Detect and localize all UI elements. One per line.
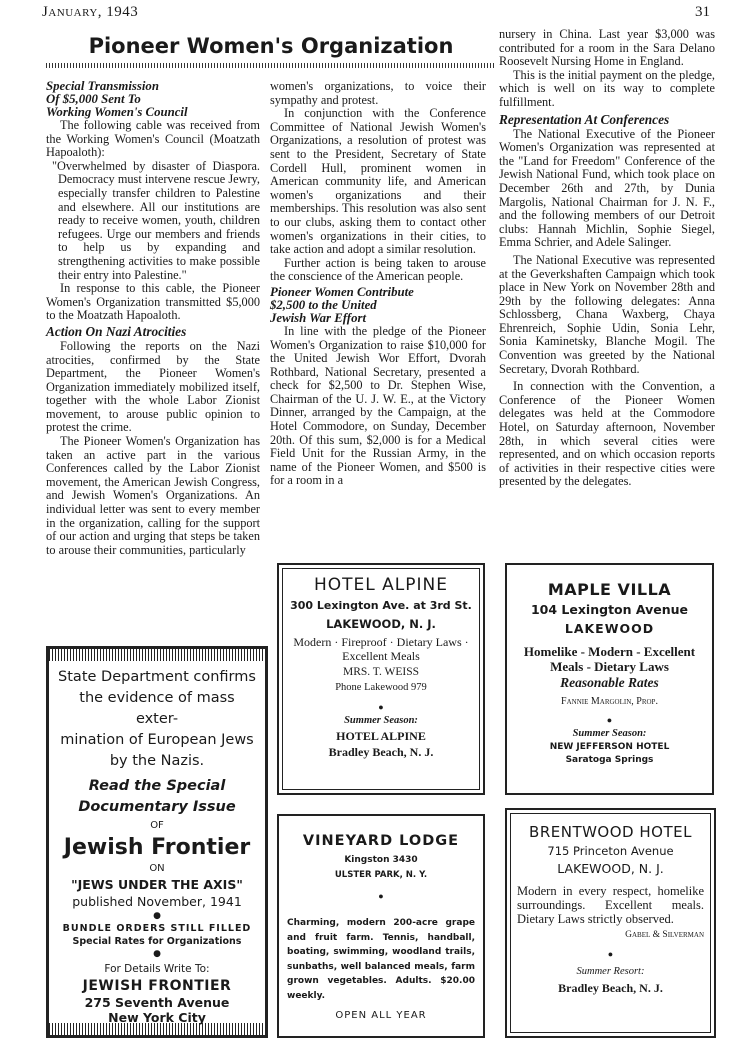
bullet-icon: ● [153,949,161,959]
paragraph: The National Executive was represented at the Geverkshaften Campaign which took place in New York on November 28th and 29th by the following delegates: Anna Schlossberg, Chana Waxberg, Chaya Ehrenreich, Sophie Udin, Sonia Lehr, Sonia Kaminetsky, Blanche Mogil. The Convention was greeted by the National Secretary, Dvorah Rothbard. [499,252,715,376]
paragraph: In conjunction with the Conference Committee of National Jewish Women's Organizations, a resolution of protest was sent to the President, Secretary of State Cordell Hull, prominent women in American community life, and American women's organizations and their memberships. This resolution was also sent to our clubs, asking them to contact other women's organizations in their cities, to take action and adopt a similar resolution. [270,106,486,257]
top-stripe [49,649,265,661]
paragraph: The following cable was received from the Working Women's Council (Moatzath Hapoaloth): [46,118,260,160]
page-number: 31 [695,4,710,20]
ad-owner: Gabel & Silverman [625,930,704,940]
ad-summer-city: Bradley Beach, N. J. [558,981,663,995]
ad-rates: Reasonable Rates [560,675,659,690]
ad-hotel-name: HOTEL ALPINE [314,575,448,595]
ad-special-rates: Special Rates for Organizations [72,936,242,947]
ad-hotel-name: MAPLE VILLA [547,580,672,599]
ad-open: OPEN ALL YEAR [335,1010,427,1021]
ad-description: Modern · Fireproof · Dietary Laws · Excellent Meals [293,635,469,663]
paragraph: Further action is being taken to arouse the conscience of the American people. [270,255,486,284]
ad-publisher-address: 275 Seventh Avenue [84,995,230,1010]
paragraph: This is the initial payment on the pledge, which is well on its way to complete fulfillment. [499,67,715,109]
paragraph: nursery in China. Last year $3,000 was contributed for a room in the Sara Delano Roosevelt Nursing Home in England. [499,27,715,69]
ad-summer-city: Bradley Beach, N. J. [328,745,434,759]
ad-city: LAKEWOOD, N. J. [326,617,436,631]
subhead-contribute-2: $2,500 to the United [270,297,377,312]
ad-season-label: Summer Resort: [576,966,645,977]
ad-of: OF [150,820,164,831]
jewish-frontier-ad [46,646,268,1038]
paragraph: The National Executive of the Pioneer Women's Organization was represented at the "Land for Freedom" Conference of the Jewish National Fund, which took place on December 26th and 27th, by Dunia Margolis, National Chairman for J. N. F., and the following members of our Detroit clubs: Hannah Michlin, Sophie Siegel, Emma Schrier, and Adele Salinger. [499,126,715,250]
ad-summer-hotel: HOTEL ALPINE [336,729,426,743]
column-3 [499,28,715,489]
ad-documentary-issue: Documentary Issue [78,799,236,815]
ad-summer-hotel: NEW JEFFERSON HOTEL [549,742,670,752]
paragraph: In line with the pledge of the Pioneer Women's Organization to raise $10,000 for the United Jewish Wor Effort, Dvorah Rothbard, National Secretary, presented a check for $2,500 to Dr. Stephen Wise, Chairman of the U. J. W. E., at the Victory Dinner, arranged by the Campaign, at the Hotel Commodore, on Sunday, December 20th. Of this sum, $2,000 is for a Medical Field Unit for the Russian Army, in the name of the Pioneer Women, and $500 is for a room in a [270,323,486,488]
subhead-representation: Representation At Conferences [499,111,670,127]
vineyard-lodge-ad [277,814,485,1038]
ad-city: LAKEWOOD [564,621,655,636]
ad-address: 104 Lexington Avenue [530,602,689,617]
ad-headline-line: by the Nazis. [109,753,205,769]
ad-owner: MRS. T. WEISS [342,666,420,678]
ad-hotel-name: VINEYARD LODGE [302,833,460,849]
ad-published-date: published November, 1941 [72,894,242,909]
paragraph: women's organizations, to voice their sympathy and protest. [270,79,486,107]
ad-owner: Fannie Margolin, Prop. [561,696,658,707]
brentwood-hotel-ad [505,808,716,1038]
subhead-nazi-atrocities: Action On Nazi Atrocities [46,323,187,339]
running-header-date: January, 1943 [42,4,139,20]
subhead-contribute-3: Jewish War Effort [270,310,367,325]
cable-quote: "Overwhelmed by disaster of Diaspora. Democracy must intervene rescue Jewry, especially transfer children to Palestine and elsewhere. All our institutions are ready to receive women, youth, children refugees. Urge our members and friends to help us by expanding and strengthening activities to make possible their entry into Palestine." [52,158,260,282]
bullet-icon: ● [607,949,614,959]
subhead-special-transmission-2: Of $5,000 Sent To [46,92,141,106]
column-1 [46,80,260,557]
ad-jewish-frontier-title: Jewish Frontier [63,835,251,860]
article-title: Pioneer Women's Organization [88,34,454,58]
ad-city: LAKEWOOD, N. J. [557,861,664,876]
ad-issue-name: "JEWS UNDER THE AXIS" [71,877,243,892]
subhead-special-transmission-3: Working Women's Council [46,105,188,119]
ad-read-special: Read the Special [88,778,226,794]
ad-season-label: Summer Season: [344,715,418,726]
ad-summer-city: Saratoga Springs [565,755,654,765]
column-2 [270,80,486,488]
paragraph: The Pioneer Women's Organization has taken an active part in the various Conferences called by the Labor Zionist movement, the American Jewish Congress, and Jewish Women's Organizations. An individual letter was sent to every member in the organization, calling for the support of our action and urging that steps be taken to arouse their communities, particularly [46,434,260,557]
ad-headline-line: mination of European Jews [60,732,254,748]
ad-description: Charming, modern 200-acre grape and fruit farm. Tennis, handball, boating, swimming, woodland trails, sunbaths, well balanced meals, farm grown vegetables. Adults. $20.00 weekly. [287,918,475,1001]
hotel-alpine-ad [277,563,485,795]
bullet-icon: ● [606,715,613,725]
ad-address: 715 Princeton Avenue [547,844,674,858]
ad-season-label: Summer Season: [572,728,647,739]
bullet-icon: ● [378,702,384,712]
ad-headline-line: State Department confirms [58,669,256,685]
title-rule [46,63,494,68]
ad-phone: Phone Lakewood 979 [335,682,427,693]
ad-hotel-name: BRENTWOOD HOTEL [529,823,692,841]
bullet-icon: ● [378,891,384,901]
ad-on: ON [149,863,165,874]
ad-publisher-city: New York City [108,1010,206,1025]
ad-description: Modern in every respect, homelike surroundings. Excellent meals. Dietary Laws strictly observed. [517,884,704,926]
bullet-icon: ● [153,911,161,921]
ad-headline-line: the evidence of mass exter- [79,690,235,727]
ad-phone: Kingston 3430 [344,855,418,865]
maple-villa-ad [505,563,714,795]
ad-city: ULSTER PARK, N. Y. [334,870,428,880]
paragraph: In response to this cable, the Pioneer Women's Organization transmitted $5,000 to the Moatzath Hapoaloth. [46,281,260,323]
ad-address: 300 Lexington Ave. at 3rd St. [290,599,472,612]
ad-publisher: JEWISH FRONTIER [82,978,232,994]
ad-bundle-orders: BUNDLE ORDERS STILL FILLED [62,923,252,934]
ad-details-write: For Details Write To: [104,963,210,975]
paragraph: Following the reports on the Nazi atrocities, confirmed by the State Department, the Pioneer Women's Organization immediately mobilized itself, together with the whole Labor Zionist movement, to arouse public opinion to protest the crime. [46,338,260,435]
ad-description: Homelike - Modern - Excellent Meals - Dietary Laws [523,644,696,674]
paragraph: In connection with the Convention, a Conference of the Pioneer Women delegates was held at the Commodore Hotel, on Saturday afternoon, November 28th, in which several cities were represented, and on which occasion reports of activities in their respective cities were presented by the delegates. [499,379,715,489]
subhead-special-transmission-1: Special Transmission [46,79,159,93]
subhead-contribute-1: Pioneer Women Contribute [270,284,414,299]
